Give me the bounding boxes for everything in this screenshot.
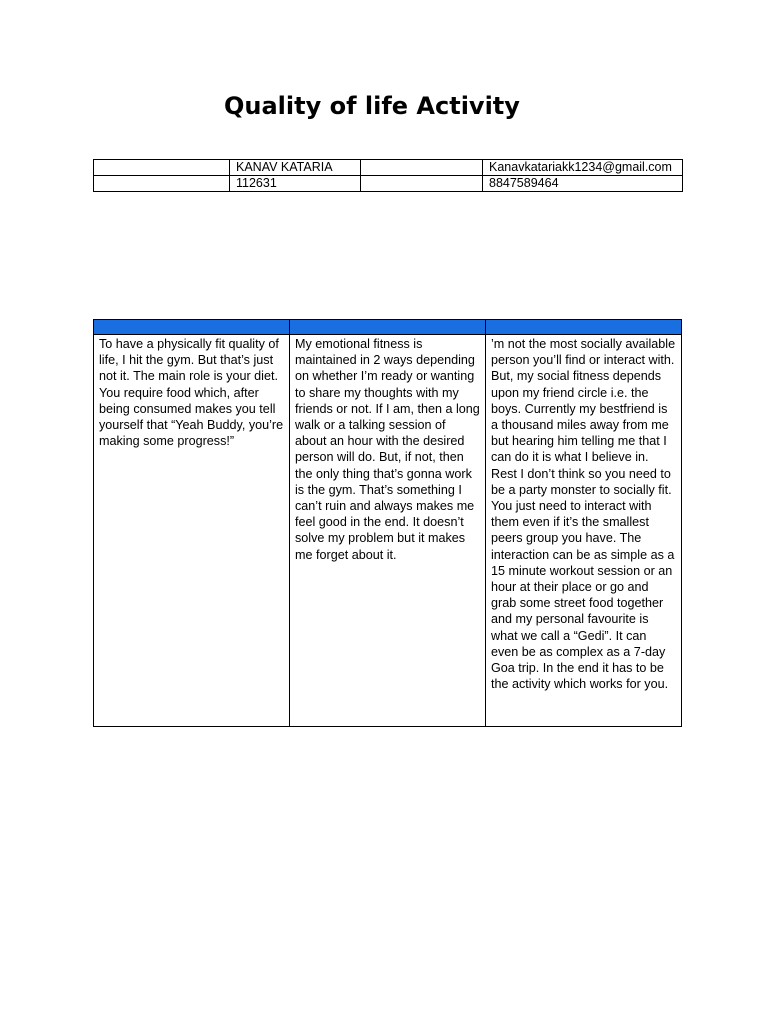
emotional-fitness-text: My emotional fitness is maintained in 2 ways depending on whether I’m ready or wanting to share my thoughts with my friends or not. If I am, then a long walk or a talking session of about an hour with the desired person will do. But, if not, then the only thing that’s gonna work is the gym. That’s something I can’t ruin and always makes me feel good in the end. It doesn’t solve my problem but it makes me forget about it. — [290, 335, 486, 727]
table-row — [94, 335, 682, 727]
info-cell-label-1 — [94, 160, 230, 176]
student-phone: 8847589464 — [483, 176, 683, 192]
student-email: Kanavkatariakk1234@gmail.com — [483, 160, 683, 176]
info-table — [93, 159, 683, 192]
info-cell-label-2 — [361, 160, 483, 176]
column-header-social — [486, 320, 682, 335]
student-name: KANAV KATARIA — [230, 160, 361, 176]
table-row — [94, 176, 683, 192]
physical-fitness-text: To have a physically fit quality of life, I hit the gym. But that’s just not it. The main role is your diet. You require food which, after being consumed makes you tell yourself that “Yeah Buddy, you’re making some progress!” — [94, 335, 290, 727]
table-header-row — [94, 320, 682, 335]
info-cell-label-4 — [361, 176, 483, 192]
column-header-emotional — [290, 320, 486, 335]
social-fitness-text: ’m not the most socially available person you’ll find or interact with. But, my social fitness depends upon my friend circle i.e. the boys. Currently my bestfriend is a thousand miles away from me but hearing him telling me that I can do it is what I believe in. Rest I don’t think so you need to be a party monster to socially fit. You just need to interact with them even if it’s the smallest peers group you have. The interaction can be as simple as a 15 minute workout session or an hour at their place or go and grab some street food together and my personal favourite is what we call a “Gedi”. It can even be as complex as a 7-day Goa trip. In the end it has to be the activity which works for you. — [486, 335, 682, 727]
table-row — [94, 160, 683, 176]
fitness-table — [93, 319, 682, 727]
column-header-physical — [94, 320, 290, 335]
info-cell-label-3 — [94, 176, 230, 192]
page-title: Quality of life Activity — [224, 92, 520, 120]
student-id: 112631 — [230, 176, 361, 192]
